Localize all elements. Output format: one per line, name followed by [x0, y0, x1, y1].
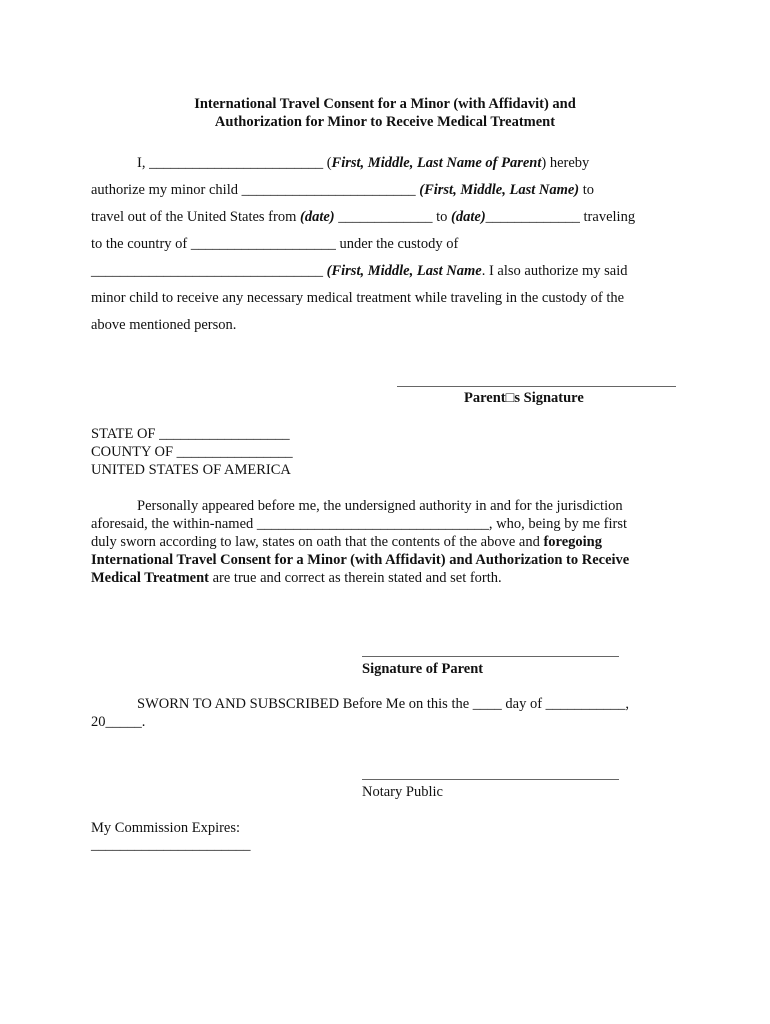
document-title-line-1: International Travel Consent for a Minor (with Affidavit) and [194, 96, 576, 112]
county-of-line: COUNTY OF ________________ [91, 444, 293, 460]
consent-text: _____________ traveling [485, 209, 636, 225]
affidavit-line-2: aforesaid, the within-named ________________________________, who, being by me first [91, 516, 628, 532]
affidavit-line-5 [91, 569, 502, 587]
affidavit-line-4: International Travel Consent for a Minor (with Affidavit) and Authorization to Receive [91, 552, 630, 568]
consent-line-3 [91, 208, 635, 226]
consent-line-4: to the country of ____________________ under the custody of [91, 236, 459, 252]
date-hint: (date) [300, 209, 335, 225]
consent-text: travel out of the United States from [91, 209, 300, 225]
document-title-line-2: Authorization for Minor to Receive Medical Treatment [214, 114, 556, 130]
sworn-line-2: 20_____. [91, 714, 146, 730]
state-of-line: STATE OF __________________ [91, 426, 290, 442]
consent-line-2 [91, 181, 594, 199]
consent-line-1 [137, 154, 589, 172]
parent-name-hint: First, Middle, Last Name of Parent [331, 155, 542, 171]
consent-text: I, ________________________ ( [137, 155, 332, 171]
affidavit-bold-text: foregoing [543, 534, 602, 550]
notary-signature-line [362, 779, 619, 780]
consent-line-7: above mentioned person. [91, 317, 237, 333]
country-line: UNITED STATES OF AMERICA [91, 462, 291, 478]
commission-expires-blank: ______________________ [91, 837, 251, 853]
date-hint: (date) [451, 209, 486, 225]
custodian-name-hint: (First, Middle, Last Name [326, 263, 482, 279]
sworn-line-1: SWORN TO AND SUBSCRIBED Before Me on this the ____ day of ___________, [137, 696, 630, 712]
consent-text: _____________ to [334, 209, 452, 225]
child-name-hint: (First, Middle, Last Name) [419, 182, 580, 198]
commission-expires-label: My Commission Expires: [91, 820, 241, 836]
consent-text: . I also authorize my said [481, 263, 628, 279]
signature-of-parent-label: Signature of Parent [362, 661, 484, 677]
affidavit-text: are true and correct as therein stated and set forth. [208, 570, 502, 586]
signature-of-parent-line [362, 656, 619, 657]
consent-text: ) hereby [541, 155, 590, 171]
consent-line-6: minor child to receive any necessary medical treatment while traveling in the custody of the [91, 290, 625, 306]
parent-signature-label: Parent□s Signature [464, 390, 584, 406]
affidavit-text: duly sworn according to law, states on oath that the contents of the above and [91, 534, 544, 550]
affidavit-line-1: Personally appeared before me, the undersigned authority in and for the jurisdiction [137, 498, 623, 514]
notary-public-label: Notary Public [362, 784, 443, 800]
affidavit-bold-text: Medical Treatment [91, 570, 209, 586]
consent-line-5 [91, 262, 627, 280]
consent-text: authorize my minor child ________________________ [91, 182, 420, 198]
parent-signature-line [397, 386, 676, 387]
consent-text: ________________________________ [91, 263, 327, 279]
consent-text: to [579, 182, 595, 198]
affidavit-line-3 [91, 533, 602, 551]
